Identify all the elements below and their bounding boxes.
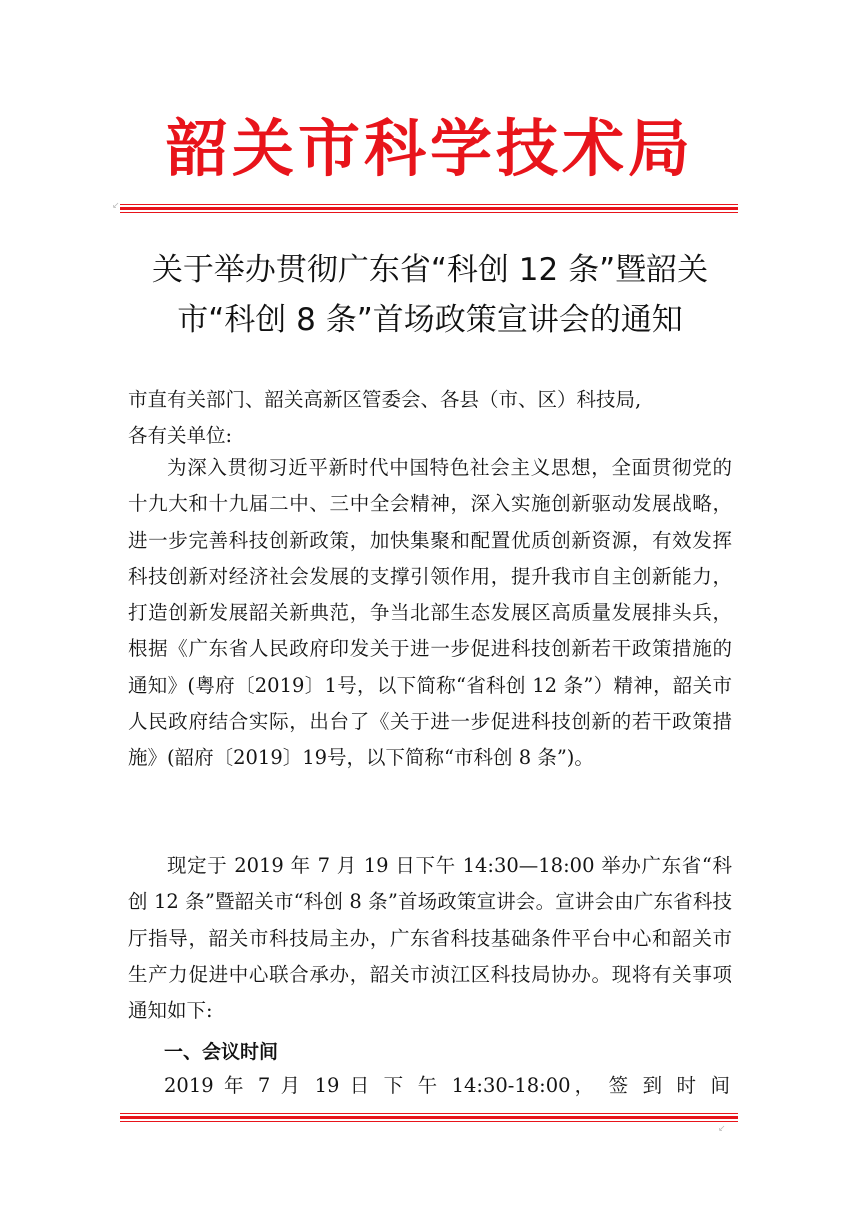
meeting-time-line: 2019 年 7 月 19 日 下 午 14:30-18:00， 签 到 时 间 bbox=[164, 1074, 730, 1097]
paragraph-background: 为深入贯彻习近平新时代中国特色社会主义思想，全面贯彻党的十九大和十九届二中、三中全会精神，深入实施创新驱动发展战略，进一步完善科技创新政策，加快集聚和配置优质创新资源，有效发挥科技创新对经济社会发展的支撑引领作用，提升我市自主创新能力，打造创新发展韶关新典范，争当北部生态发展区高质量发展排头兵，根据《广东省人民政府印发关于进一步促进科技创新若干政策措施的通知》(粤府〔2019〕1号，以下简称“省科创 12 条”）精神，韶关市人民政府结合实际，出台了《关于进一步促进科技创新的若干政策措施》(韶府〔2019〕19号，以下简称“市科创 8 条”)。 bbox=[128, 456, 732, 770]
paragraph-meeting-announcement: 现定于 2019 年 7 月 19 日下午 14:30—18:00 举办广东省“科创 12 条”暨韶关市“科创 8 条”首场政策宣讲会。宣讲会由广东省科技厅指导，韶关市科技局主办，广东省科技基础条件平台中心和韶关市生产力促进中心联合承办，韶关市浈江区科技局协办。现将有关事项通知如下: bbox=[128, 854, 732, 1023]
footer-rule-thin-2 bbox=[120, 1121, 738, 1122]
scan-mark-top-left: ↙ bbox=[112, 201, 120, 211]
notice-title-line-2: 市“科创 8 条”首场政策宣讲会的通知 bbox=[177, 302, 683, 338]
letterhead-rule-top-thick bbox=[120, 207, 738, 210]
scan-mark-bottom-right: ↙ bbox=[718, 1124, 726, 1134]
section-heading-meeting-time: 一、会议时间 bbox=[164, 1041, 279, 1063]
recipients-line-1: 市直有关部门、韶关高新区管委会、各县（市、区）科技局, bbox=[128, 388, 642, 411]
notice-title-line-1: 关于举办贯彻广东省“科创 12 条”暨韶关 bbox=[151, 252, 709, 288]
footer-rule-thin bbox=[120, 1113, 738, 1114]
letterhead-organization-name: 韶关市科学技术局 bbox=[165, 112, 694, 185]
letterhead-rule-top-thin-2 bbox=[120, 212, 738, 213]
recipients-line-2: 各有关单位: bbox=[128, 424, 233, 447]
footer-rule-thick bbox=[120, 1116, 738, 1119]
letterhead-rule-top-thin bbox=[120, 204, 738, 205]
